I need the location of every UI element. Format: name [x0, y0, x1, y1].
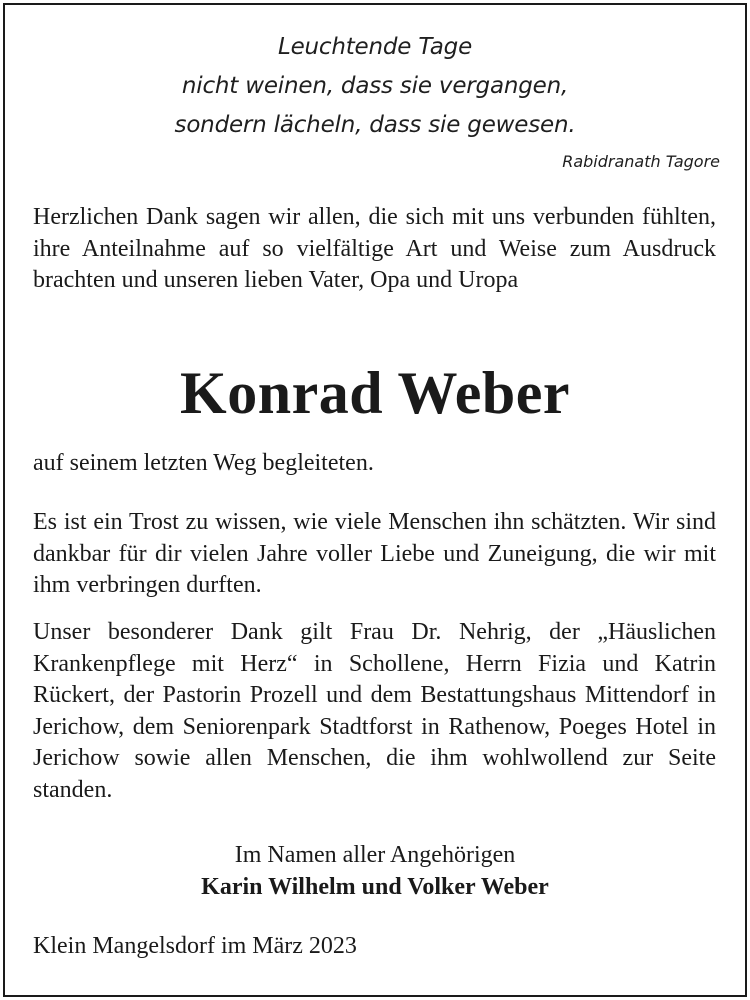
- poem-line-3: sondern lächeln, dass sie gewesen.: [174, 112, 576, 138]
- signatory-names: Karin Wilhelm und Volker Weber: [201, 873, 549, 900]
- on-behalf-line: Im Namen aller Angehörigen: [234, 842, 516, 868]
- after-name-line: auf seinem letzten Weg begleiteten.: [33, 450, 374, 476]
- poem-line-1: Leuchtende Tage: [277, 34, 473, 60]
- special-thanks-paragraph: Unser besonderer Dank gilt Frau Dr. Nehrig, der „Häuslichen Krankenpflege mit Herz“ in Schollene, Herrn Fizia und Katrin Rückert, der Pastorin Prozell und dem Bestattungshaus Mittendorf in Jerichow, dem Seniorenpark Stadtforst in Rathenow, Poeges Hotel in Jerichow sowie allen Menschen, die ihm wohlwollend zur Seite standen.: [33, 619, 716, 803]
- comfort-paragraph: Es ist ein Trost zu wissen, wie viele Menschen ihn schätzten. Wir sind dankbar für dir vielen Jahre voller Liebe und Zuneigung, die wir mit ihm verbringen durften.: [33, 509, 716, 598]
- deceased-name: Konrad Weber: [180, 360, 570, 426]
- place-date: Klein Mangelsdorf im März 2023: [33, 933, 357, 959]
- poem-line-2: nicht weinen, dass sie vergangen,: [181, 73, 569, 99]
- poem-quote: [0, 28, 750, 145]
- poem-author: Rabidranath Tagore: [562, 152, 720, 171]
- intro-paragraph: Herzlichen Dank sagen wir allen, die sich mit uns verbunden fühlten, ihre Anteilnahme auf so vielfältige Art und Weise zum Ausdruck brachten und unseren lieben Vater, Opa und Uropa: [33, 204, 716, 293]
- signature-block: [0, 840, 750, 903]
